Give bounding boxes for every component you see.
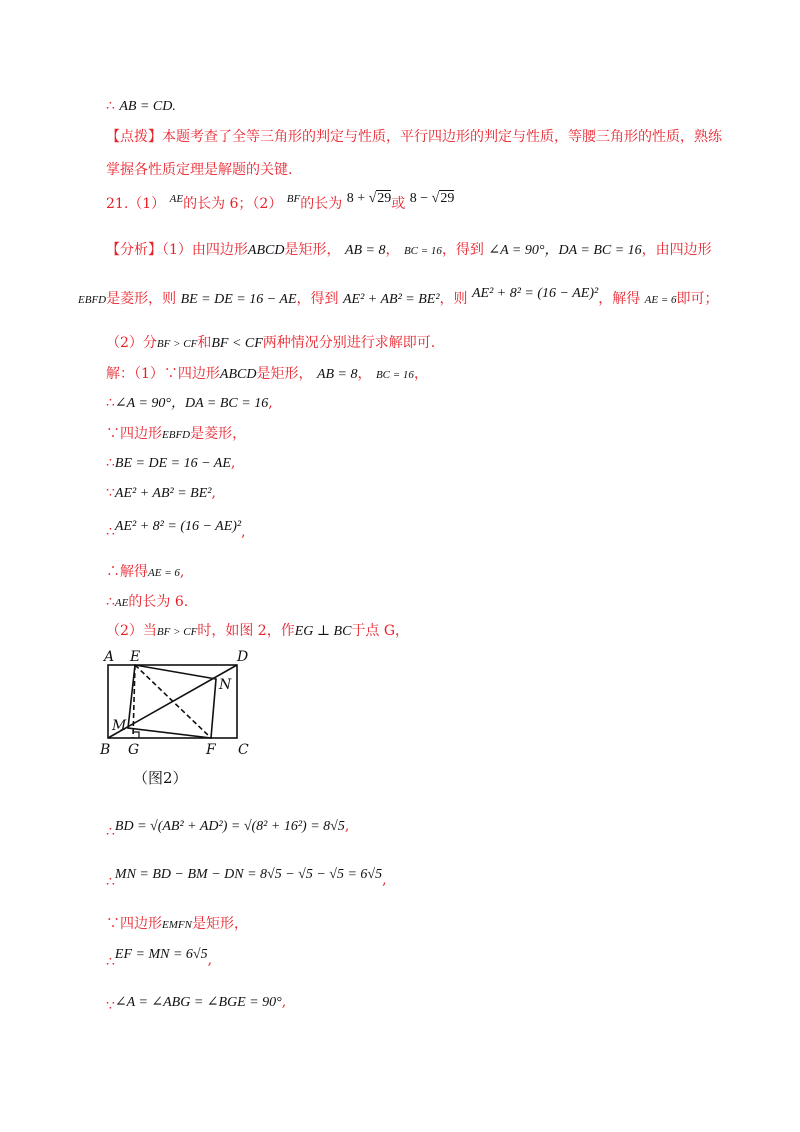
figure-caption: （图2）	[133, 769, 188, 787]
math-expr: AB = 8	[316, 367, 358, 382]
math-expr: AE = 6	[148, 567, 180, 579]
math-expr: MN = BD − BM − DN = 8√5 − √5 − √5 = 6√5	[114, 867, 383, 882]
math-expr: AE = 6	[644, 294, 677, 306]
text: 的长为 6.	[128, 594, 189, 610]
therefore-symbol: ∴	[106, 824, 115, 840]
math-expr: EG ⊥ BC	[294, 624, 352, 639]
text: ，	[385, 242, 400, 258]
math-expr: BE = DE = 16 − AE	[114, 456, 231, 471]
math-abcd: ABCD	[247, 243, 285, 258]
math-ae: AE	[114, 597, 129, 609]
text: 解得	[120, 564, 148, 580]
text: 的长为	[300, 196, 343, 212]
line-18	[106, 864, 387, 890]
math-expr: AB = 8	[344, 243, 386, 258]
line-21	[106, 992, 286, 1013]
label-f: F	[206, 742, 216, 758]
line-5-analysis	[106, 240, 712, 261]
text: ∵四边形	[106, 916, 162, 932]
question-number: 21.（1）	[106, 196, 166, 212]
hint-text-cont: 掌握各性质定理是解题的关键.	[106, 162, 293, 178]
text: 是矩形，	[284, 242, 341, 258]
text-or: 或	[391, 196, 406, 212]
text: ，由四边形	[641, 242, 712, 258]
text: 是菱形，则	[106, 291, 177, 307]
math-ebfd: EBFD	[78, 294, 107, 306]
text: ，得到	[441, 242, 484, 258]
math-expr: BC = 16	[403, 245, 442, 257]
line-2-hint	[106, 127, 722, 147]
math-expr: ∠A = ∠ABG = ∠BGE = 90°	[114, 995, 282, 1010]
math-expr: EF = MN = 6√5	[114, 947, 208, 962]
math-ebfd: EBFD	[162, 429, 191, 441]
text: 两种情况分别进行求解即可.	[262, 335, 436, 351]
line-17	[106, 816, 350, 840]
hint-text: 本题考查了全等三角形的判定与性质，平行四边形的判定与性质，等腰三角形的性质，熟练	[162, 129, 722, 145]
therefore-symbol: ∴	[106, 524, 115, 540]
line-16	[106, 621, 409, 642]
therefore-symbol: ∴	[106, 874, 115, 890]
line-3	[106, 160, 292, 180]
math-expr: ∠A = 90°，DA = BC = 16	[114, 396, 269, 411]
because-symbol: ∵	[106, 998, 115, 1014]
line-9	[106, 393, 273, 414]
text: ，	[413, 366, 428, 382]
text: 的长为 6；（2）	[183, 196, 283, 212]
therefore-symbol: ∴	[106, 954, 115, 970]
label-m: M	[112, 718, 127, 734]
text: （1）由四边形	[162, 242, 248, 258]
math-expr: AE² + 8² = (16 − AE)²	[114, 519, 242, 534]
label-e: E	[130, 649, 141, 665]
line-15: ∴AE的长为 6.	[106, 594, 189, 610]
label-n: N	[219, 677, 232, 693]
line-7	[106, 333, 435, 354]
line-4-answer	[106, 191, 455, 215]
line-19	[106, 914, 248, 935]
math-bf: BF	[286, 193, 301, 205]
label-d: D	[237, 649, 249, 665]
because-symbol: ∵	[106, 485, 115, 501]
text: 时，如图 2，作	[197, 623, 295, 639]
math-expr: BF > CF	[156, 338, 198, 350]
label-c: C	[238, 742, 249, 758]
label-b: B	[100, 742, 111, 758]
text: 于点 G，	[351, 623, 410, 639]
line-13	[106, 516, 246, 540]
math-expr: ∠A = 90°，DA = BC = 16	[488, 243, 642, 258]
text: ，	[357, 366, 372, 382]
math-expr: BE = DE = 16 − AE	[180, 292, 297, 307]
answer-value-1: 8 + √29	[346, 191, 392, 206]
text: （2）当	[106, 623, 157, 639]
math-expr: AB = CD	[119, 99, 173, 114]
text: 解：（1）∵四边形	[106, 366, 220, 382]
punct: ,	[268, 395, 273, 411]
figure-2-diagram	[96, 648, 266, 766]
therefore-symbol: ∴	[106, 395, 115, 411]
punct: ,	[241, 524, 246, 540]
punct: ,	[281, 994, 287, 1010]
hint-tag: 【点拨】	[106, 129, 162, 145]
line-6	[78, 286, 719, 310]
punct: ,	[207, 952, 213, 968]
text: ，则	[439, 291, 468, 307]
math-expr: BC = 16	[375, 369, 414, 381]
text: （2）分	[106, 335, 157, 351]
therefore-symbol: ∴	[106, 98, 115, 114]
line-14: ∴解得AE = 6,	[106, 564, 185, 580]
math-expr: AE² + AB² = BE²	[342, 292, 440, 307]
punct: ,	[211, 485, 216, 501]
text: 和	[197, 335, 212, 351]
math-abcd: ABCD	[219, 367, 257, 382]
line-10	[106, 424, 246, 445]
punct: ,	[382, 872, 387, 888]
analysis-tag: 【分析】	[106, 242, 162, 258]
math-expr: BF > CF	[156, 626, 198, 638]
answer-value-2: 8 − √29	[409, 191, 455, 206]
math-expr: BD = √(AB² + AD²) = √(8² + 16²) = 8√5	[114, 819, 345, 834]
math-expr: AE² + 8² = (16 − AE)²	[471, 286, 599, 301]
math-expr: BF < CF	[211, 336, 263, 351]
text: 是矩形，	[191, 916, 248, 932]
text: 是菱形，	[190, 426, 247, 442]
therefore-symbol: ∴	[106, 455, 115, 471]
label-g: G	[128, 742, 140, 758]
math-emfn: EMFN	[162, 919, 192, 931]
punct: ,	[344, 818, 350, 834]
text: ∵四边形	[106, 426, 162, 442]
line-12	[106, 483, 216, 504]
line-11	[106, 453, 235, 474]
line-20	[106, 944, 213, 970]
label-a: A	[104, 649, 115, 665]
line-1	[106, 96, 176, 117]
math-ae: AE	[169, 193, 184, 205]
text: 是矩形，	[256, 366, 313, 382]
punct: ,	[230, 455, 236, 471]
punct: .	[172, 99, 176, 114]
text: 即可；	[676, 291, 719, 307]
math-expr: AE² + AB² = BE²	[114, 486, 212, 501]
text: ，解得	[598, 291, 641, 307]
text: ，得到	[296, 291, 339, 307]
line-8-solution	[106, 364, 428, 385]
